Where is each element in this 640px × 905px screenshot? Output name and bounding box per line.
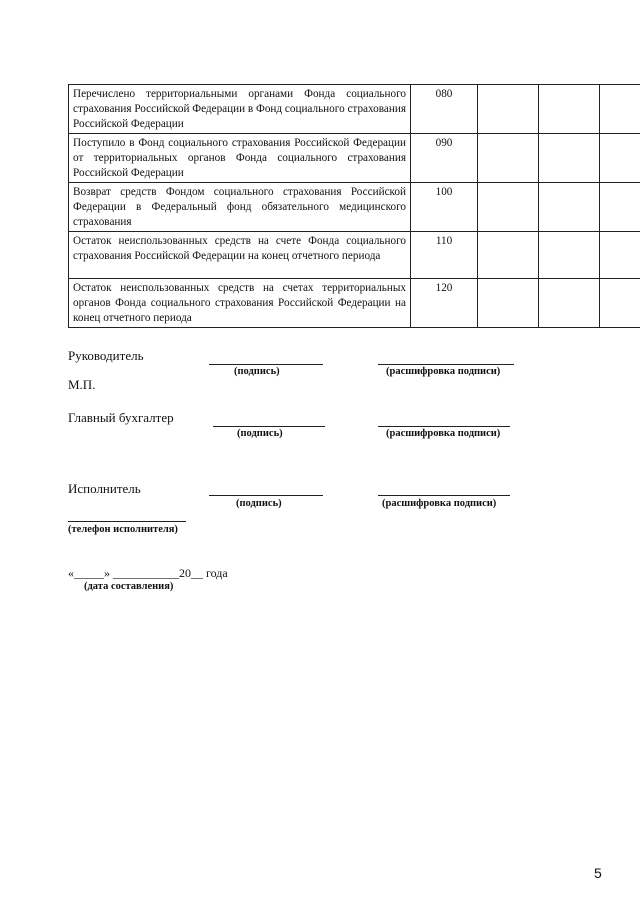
value-cell [539,279,600,328]
value-cell [539,232,600,279]
head-signature-line[interactable] [209,364,323,365]
phone-caption: (телефон исполнителя) [68,524,178,535]
phone-line[interactable] [68,521,186,522]
row-description: Остаток неиспользованных средств на счетах территориальных органов Фонда социального страхования Российской Федерации на конец отчетного периода [73,282,406,324]
stamp-label: М.П. [68,377,96,392]
row-description-cell [69,183,411,232]
table-row [69,134,640,183]
value-cell [478,183,539,232]
table-row [69,183,640,232]
row-description: Поступило в Фонд социального страхования Российской Федерации от территориальных органов Фонда социального страхования Российской Федерации [73,137,406,179]
accountant-decoding-caption: (расшифровка подписи) [386,428,501,439]
value-cell [539,85,600,134]
row-code-cell [411,183,478,232]
row-description: Остаток неиспользованных средств на счете Фонда социального страхования Российской Федерации на конец отчетного периода [73,235,406,262]
page-number: 5 [594,865,602,881]
row-description-cell [69,279,411,328]
value-cell [600,232,640,279]
value-cell [539,134,600,183]
row-description: Перечислено территориальными органами Фонда социального страхования Российской Федерации в Фонд социального страхования Российской Федерации [73,88,406,130]
value-cell [600,85,640,134]
head-label: Руководитель [68,348,144,363]
value-cell [539,183,600,232]
table-row [69,232,640,279]
row-code: 110 [435,235,453,247]
value-cell [478,85,539,134]
executor-signature-line[interactable] [209,495,323,496]
executor-decoding-line[interactable] [378,495,510,496]
value-cell [478,232,539,279]
row-code-cell [411,232,478,279]
row-code-cell [411,134,478,183]
row-code-cell [411,85,478,134]
date-line[interactable]: «_____» ___________20__ года [68,566,228,580]
report-table [68,84,640,328]
value-cell [600,134,640,183]
row-code-cell [411,279,478,328]
value-cell [600,279,640,328]
row-code: 120 [435,282,453,294]
row-description-cell [69,85,411,134]
value-cell [478,279,539,328]
date-caption: (дата составления) [84,581,174,592]
table-row [69,279,640,328]
accountant-signature-caption: (подпись) [237,428,283,439]
value-cell [478,134,539,183]
head-decoding-line[interactable] [378,364,514,365]
row-description-cell [69,232,411,279]
row-description: Возврат средств Фондом социального страхования Российской Федерации в Федеральный фонд обязательного медицинского страхования [73,186,406,228]
executor-signature-caption: (подпись) [236,498,282,509]
accountant-decoding-line[interactable] [378,426,510,427]
value-cell [600,183,640,232]
row-code: 090 [435,137,453,149]
accountant-signature-line[interactable] [213,426,325,427]
row-code: 080 [435,88,453,100]
table-row [69,85,640,134]
head-signature-caption: (подпись) [234,366,280,377]
executor-label: Исполнитель [68,481,141,496]
head-decoding-caption: (расшифровка подписи) [386,366,501,377]
row-code: 100 [435,186,453,198]
executor-decoding-caption: (расшифровка подписи) [382,498,497,509]
chief-accountant-label: Главный бухгалтер [68,410,174,425]
row-description-cell [69,134,411,183]
